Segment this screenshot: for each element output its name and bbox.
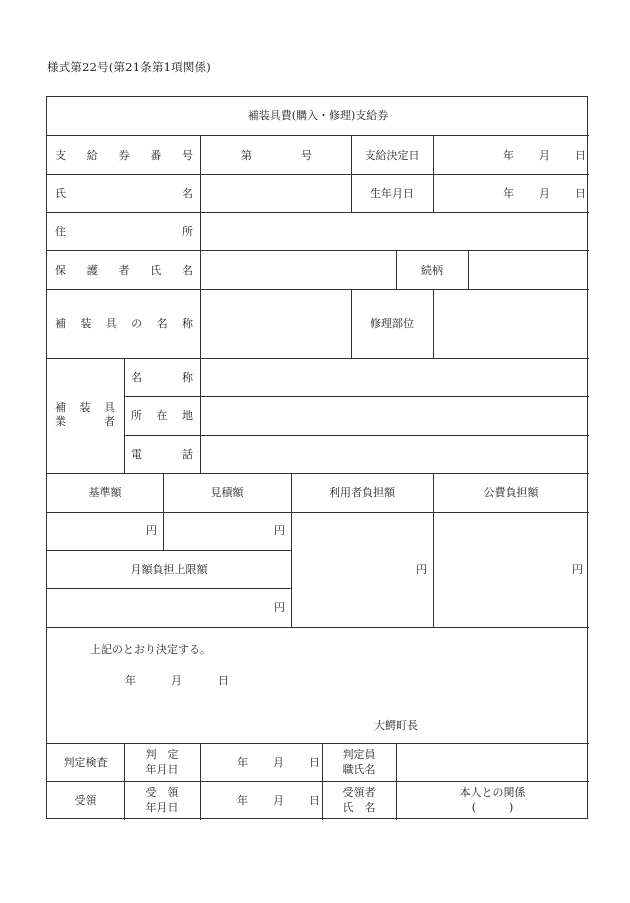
inspector-label-2: 職氏名 xyxy=(342,763,376,776)
standard-amount-yen: 円 xyxy=(146,524,157,537)
inspection-date-label-1: 判 定 xyxy=(145,748,179,761)
receiver-label-1: 受領者 xyxy=(342,786,376,799)
inspector-label-1: 判定員 xyxy=(342,748,376,761)
public-burden-label: 公費負担額 xyxy=(483,486,539,499)
user-burden-yen: 円 xyxy=(416,563,427,576)
receipt-date-label-2: 年月日 xyxy=(145,801,179,814)
decision-date-label: 支給決定日 xyxy=(364,149,420,162)
vendor-phone-label: 電 話 xyxy=(131,448,193,461)
receipt-month: 月 xyxy=(273,794,284,807)
device-name-label: 補 装 具 の 名 称 xyxy=(55,317,193,330)
decision-statement: 上記のとおり決定する。 xyxy=(90,643,211,656)
decision-block-year: 年 xyxy=(125,674,136,687)
receipt-date-label-1: 受 領 xyxy=(145,786,179,799)
vendor-group-label-line2: 業 者 xyxy=(55,415,115,428)
vendor-group-label-line1: 補 装 具 xyxy=(55,401,115,414)
name-label: 氏 名 xyxy=(55,187,193,200)
relation-to-applicant-parens: ( ) xyxy=(471,801,514,814)
birth-date-label: 生年月日 xyxy=(370,187,414,200)
decision-date-month: 月 xyxy=(539,149,550,162)
estimate-amount-yen: 円 xyxy=(274,524,285,537)
birth-date-day: 日 xyxy=(575,187,586,200)
payment-voucher-form xyxy=(46,96,588,819)
user-burden-label: 利用者負担額 xyxy=(329,486,395,499)
form-title: 補装具費(購入・修理)支給券 xyxy=(247,109,389,122)
inspection-year: 年 xyxy=(237,756,248,769)
receiver-label-2: 氏 名 xyxy=(342,801,376,814)
receipt-label: 受領 xyxy=(74,794,97,807)
decision-block-month: 月 xyxy=(171,674,182,687)
guardian-name-label: 保 護 者 氏 名 xyxy=(55,264,193,277)
decision-date-day: 日 xyxy=(575,149,586,162)
monthly-cap-yen: 円 xyxy=(274,601,285,614)
relationship-label: 続柄 xyxy=(421,264,443,277)
monthly-cap-label: 月額負担上限額 xyxy=(130,563,208,576)
voucher-number-suffix: 号 xyxy=(301,149,312,162)
decision-block-day: 日 xyxy=(218,674,229,687)
form-number-heading: 様式第22号(第21条第1項関係) xyxy=(47,60,211,74)
inspection-date-label-2: 年月日 xyxy=(145,763,179,776)
standard-amount-label: 基準額 xyxy=(88,486,122,499)
inspection-month: 月 xyxy=(273,756,284,769)
birth-date-year: 年 xyxy=(503,187,514,200)
vendor-address-label: 所 在 地 xyxy=(131,409,193,422)
receipt-day: 日 xyxy=(309,794,320,807)
relation-to-applicant-label: 本人との関係 xyxy=(459,786,526,799)
estimate-amount-label: 見積額 xyxy=(210,486,244,499)
voucher-number-prefix: 第 xyxy=(241,149,252,162)
public-burden-yen: 円 xyxy=(572,563,583,576)
voucher-number-label: 支 給 券 番 号 xyxy=(55,149,193,162)
vendor-name-label: 名 称 xyxy=(131,371,193,384)
decision-date-year: 年 xyxy=(503,149,514,162)
receipt-year: 年 xyxy=(237,794,248,807)
issuing-authority: 大鰐町長 xyxy=(374,719,418,732)
repair-part-label: 修理部位 xyxy=(370,317,414,330)
birth-date-month: 月 xyxy=(539,187,550,200)
inspection-label: 判定検査 xyxy=(63,756,108,769)
inspection-day: 日 xyxy=(309,756,320,769)
address-label: 住 所 xyxy=(55,225,193,238)
